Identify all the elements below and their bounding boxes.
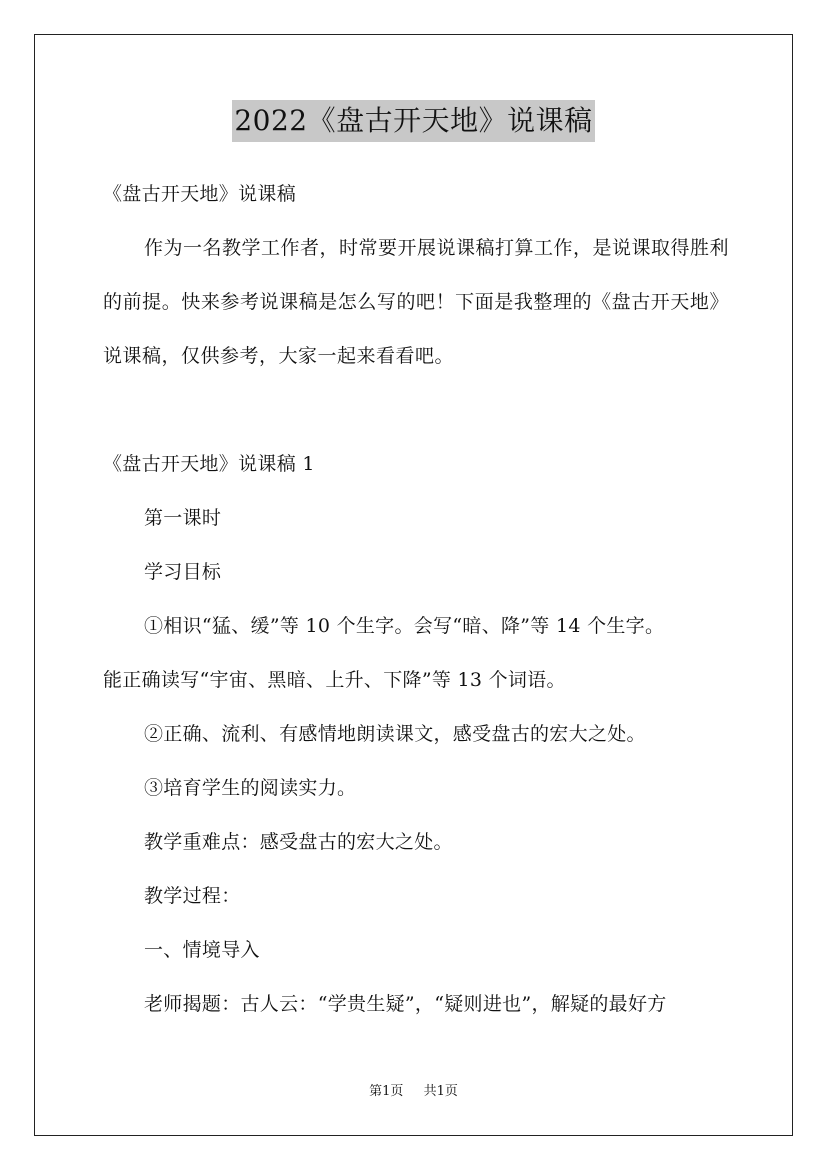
goal-2: ②正确、流利、有感情地朗读课文，感受盘古的宏大之处。 — [144, 723, 646, 745]
document-title-text: 2022《盘古开天地》说课稿 — [232, 100, 594, 142]
section-heading: 《盘古开天地》说课稿 1 — [103, 453, 315, 475]
page-number-total: 共1页 — [423, 1084, 458, 1099]
document-subtitle: 《盘古开天地》说课稿 — [103, 183, 297, 205]
intro-paragraph: 作为一名教学工作者，时常要开展说课稿打算工作，是说课取得胜利的前提。快来参考说课稿是怎么写的吧！下面是我整理的《盘古开天地》说课稿，仅供参考，大家一起来看看吧。 — [103, 237, 730, 367]
goals-heading: 学习目标 — [144, 561, 222, 583]
lesson-label: 第一课时 — [144, 507, 222, 529]
goal-1-line-1: ①相识“猛、缓”等 10 个生字。会写“暗、降”等 14 个生字。 — [144, 615, 665, 637]
step-1-text: 老师揭题：古人云：“学贵生疑”，“疑则进也”，解疑的最好方 — [144, 993, 667, 1015]
document-title — [0, 100, 827, 142]
step-1-heading: 一、情境导入 — [144, 939, 260, 961]
page-footer — [0, 1083, 827, 1101]
goal-1-line-2: 能正确读写“宇宙、黑暗、上升、下降”等 13 个词语。 — [103, 669, 566, 691]
page-number-current: 第1页 — [369, 1084, 404, 1099]
key-point: 教学重难点：感受盘古的宏大之处。 — [144, 831, 453, 853]
process-heading: 教学过程： — [144, 885, 241, 907]
goal-3: ③培育学生的阅读实力。 — [144, 777, 357, 799]
